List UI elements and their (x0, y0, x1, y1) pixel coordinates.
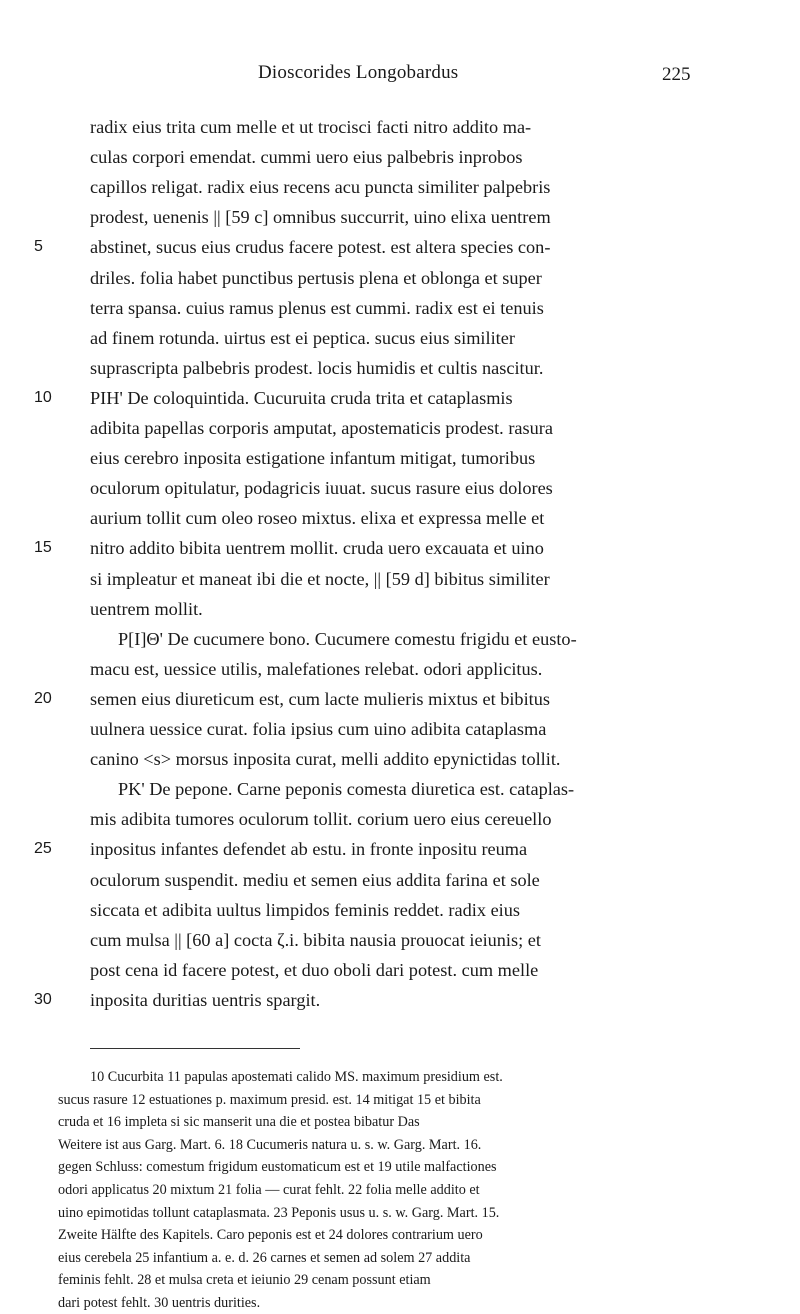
text-line (0, 172, 800, 202)
text-line (0, 202, 800, 232)
line-text: suprascripta palbebris prodest. locis humidis et cultis nascitur. (90, 357, 544, 378)
line-text: P[I]Θ' De cucumere bono. Cucumere comestu frigidu et eusto- (118, 628, 577, 649)
page-header (0, 62, 800, 92)
text-line (0, 955, 800, 985)
line-text: capillos religat. radix eius recens acu puncta similiter palpebris (90, 177, 551, 198)
line-text: canino <s> morsus inposita curat, melli addito epynictidas tollit. (90, 749, 561, 770)
line-text: radix eius trita cum melle et ut trocisci facti nitro addito ma- (90, 117, 532, 137)
line-text: nitro addito bibita uentrem mollit. cruda uero excauata et uino (90, 538, 544, 559)
footnote-line: Zweite Hälfte des Kapitels. Caro peponis est et 24 dolores contrarium uero (58, 1227, 483, 1244)
line-text: semen eius diureticum est, cum lacte mulieris mixtus et bibitus (90, 688, 550, 709)
text-line (0, 865, 800, 895)
footnote-line: 10 Cucurbita 11 papulas apostemati calido MS. maximum presidium est. (90, 1069, 503, 1085)
footnote-divider (90, 1048, 300, 1049)
text-line (0, 323, 800, 353)
footnote-line: uino epimotidas tollunt cataplasmata. 23 Peponis usus u. s. w. Garg. Mart. 15. (58, 1204, 500, 1221)
line-text: oculorum opitulatur, podagricis iuuat. sucus rasure eius dolores (90, 478, 553, 499)
line-text: ad finem rotunda. uirtus est ei peptica. sucus eius similiter (90, 327, 515, 348)
text-line (0, 112, 800, 142)
text-line (0, 564, 800, 594)
line-text: si impleatur et maneat ibi die et nocte, || [59 d] bibitus similiter (90, 568, 550, 589)
line-text: culas corpori emendat. cummi uero eius palbebris inprobos (90, 147, 523, 168)
text-line (0, 503, 800, 533)
text-line (0, 925, 800, 955)
text-line (0, 804, 800, 834)
text-line (0, 443, 800, 473)
line-number: 10 (34, 388, 52, 406)
line-text: macu est, uessice utilis, malefationes relebat. odori applicitus. (90, 658, 543, 679)
footnote-line: odori applicatus 20 mixtum 21 folia — curat fehlt. 22 folia melle addito et (58, 1182, 480, 1198)
text-line (0, 774, 800, 804)
line-text: prodest, uenenis || [59 c] omnibus succurrit, uino elixa uentrem (90, 207, 551, 228)
text-line (0, 263, 800, 293)
line-text: siccata et adibita uultus limpidos feminis reddet. radix eius (90, 899, 521, 920)
line-text: driles. folia habet punctibus pertusis plena et oblonga et super (90, 267, 542, 288)
text-line (0, 473, 800, 503)
footnote-line: dari potest fehlt. 30 uentris durities. (58, 1295, 261, 1311)
line-number: 30 (34, 990, 52, 1008)
footnote-line: Weitere ist aus Garg. Mart. 6. 18 Cucumeris natura u. s. w. Garg. Mart. 16. (58, 1136, 482, 1153)
line-number: 25 (34, 840, 52, 858)
line-number: 5 (34, 238, 43, 256)
line-text: uentrem mollit. (90, 598, 203, 619)
text-line (0, 744, 800, 774)
line-number: 20 (34, 689, 52, 707)
line-text: mis adibita tumores oculorum tollit. corium uero eius cereuello (90, 809, 552, 830)
line-text: PIH' De coloquintida. Cucuruita cruda trita et cataplasmis (90, 387, 513, 408)
text-line (0, 383, 800, 413)
text-line (0, 142, 800, 172)
text-line (0, 413, 800, 443)
text-line (0, 714, 800, 744)
line-text: inpositus infantes defendet ab estu. in fronte inpositu reuma (90, 839, 528, 860)
text-line (0, 834, 800, 864)
line-number: 15 (34, 539, 52, 557)
text-line (0, 624, 800, 654)
footnote-line: cruda et 16 impleta si sic manserit una die et postea bibatur Das (58, 1114, 420, 1131)
line-text: adibita papellas corporis amputat, apostematicis prodest. rasura (90, 418, 553, 438)
page-number: 225 (662, 64, 691, 85)
text-line (0, 533, 800, 563)
line-text: abstinet, sucus eius crudus facere potest. est altera species con- (90, 237, 551, 258)
line-text: PK' De pepone. Carne peponis comesta diuretica est. cataplas- (118, 779, 575, 800)
line-text: aurium tollit cum oleo roseo mixtus. elixa et expressa melle et (90, 508, 545, 529)
footnote-line: gegen Schluss: comestum frigidum eustomaticum est et 19 utile malfactiones (58, 1159, 497, 1176)
footnote-line: feminis fehlt. 28 et mulsa creta et ieiunio 29 cenam possunt etiam (58, 1272, 431, 1289)
text-line (0, 985, 800, 1015)
text-line (0, 232, 800, 262)
footnote-line: eius cerebela 25 infantium a. e. d. 26 carnes et semen ad solem 27 addita (58, 1249, 471, 1266)
text-line (0, 684, 800, 714)
line-text: inposita duritias uentris spargit. (90, 989, 321, 1010)
line-text: terra spansa. cuius ramus plenus est cummi. radix est ei tenuis (90, 297, 544, 318)
line-text: oculorum suspendit. mediu et semen eius addita farina et sole (90, 869, 540, 890)
line-text: post cena id facere potest, et duo oboli dari potest. cum melle (90, 959, 539, 980)
text-line (0, 654, 800, 684)
text-line (0, 895, 800, 925)
line-text: uulnera uessice curat. folia ipsius cum uino adibita cataplasma (90, 719, 547, 739)
text-line (0, 353, 800, 383)
text-line (0, 594, 800, 624)
line-text: cum mulsa || [60 a] cocta ζ.i. bibita nausia prouocat ieiunis; et (90, 929, 541, 950)
footnote-line: sucus rasure 12 estuationes p. maximum presid. est. 14 mitigat 15 et bibita (58, 1091, 481, 1108)
text-line (0, 293, 800, 323)
running-title: Dioscorides Longobardus (258, 62, 459, 83)
line-text: eius cerebro inposita estigatione infantum mitigat, tumoribus (90, 448, 536, 469)
